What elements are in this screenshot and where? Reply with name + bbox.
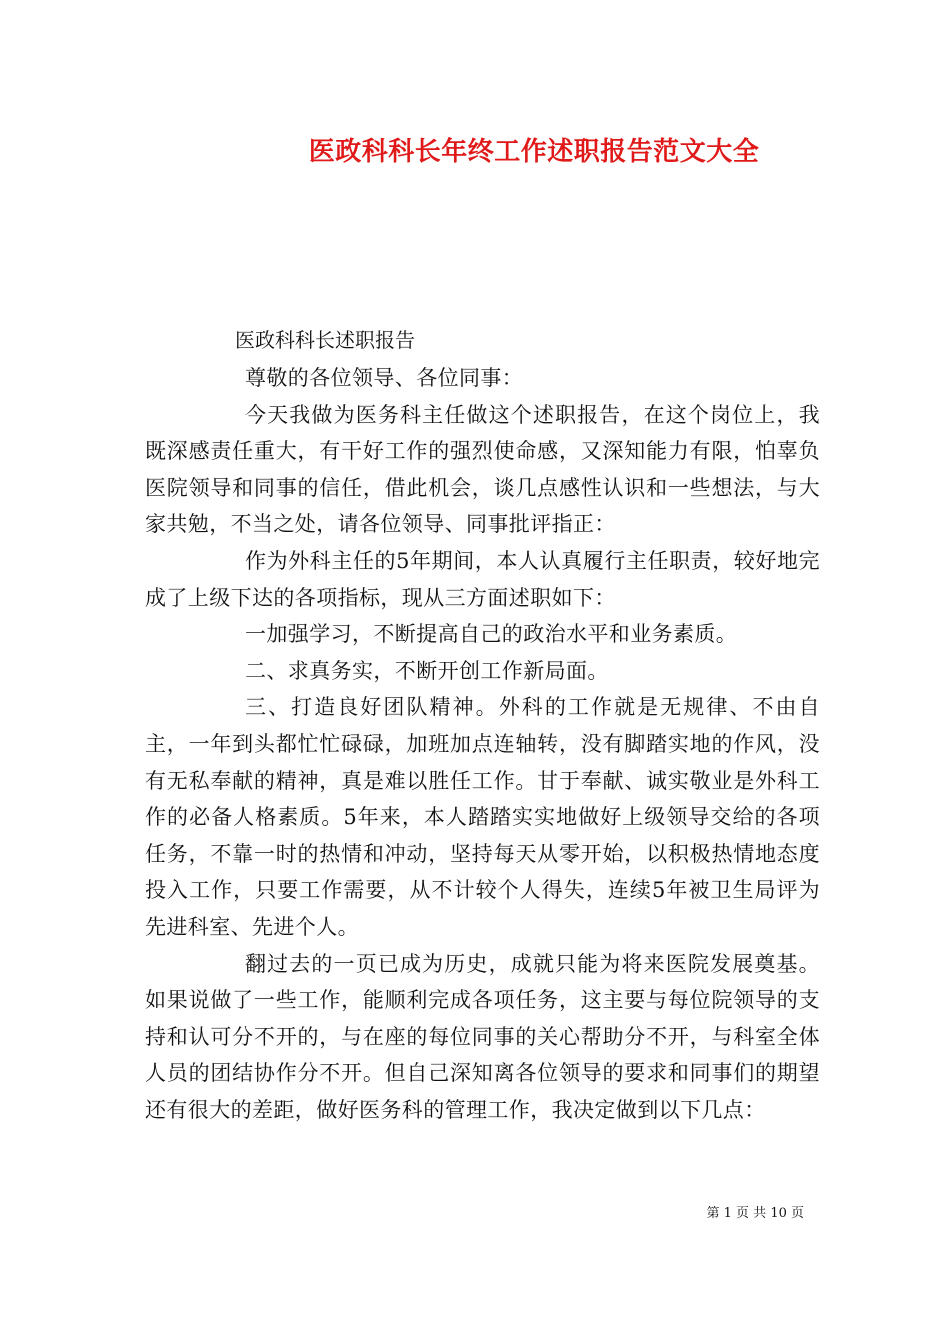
page-number-label: 第 1 页 共 10 页: [706, 1206, 804, 1221]
document-subtitle: 医政科科长述职报告: [235, 328, 415, 352]
point-three-paragraph: 三、打造良好团队精神。外科的工作就是无规律、不由自主，一年到头都忙忙碌碌，加班加点连轴转，没有脚踏实地的作风，没有无私奉献的精神，真是难以胜任工作。甘于奉献、诚实敬业是外科工作的必备人格素质。5年来，本人踏踏实实地做好上级领导交给的各项任务，不靠一时的热情和冲动，坚持每天从零开始，以积极热情地态度投入工作，只要工作需要，从不计较个人得失，连续5年被卫生局评为先进科室、先进个人。: [145, 695, 820, 939]
overview-paragraph: 作为外科主任的5年期间，本人认真履行主任职责，较好地完成了上级下达的各项指标，现从三方面述职如下：: [145, 548, 820, 610]
document-body: [145, 360, 820, 1128]
point-one-paragraph: 一加强学习，不断提高自己的政治水平和业务素质。: [245, 622, 738, 647]
reflection-paragraph: 翻过去的一页已成为历史，成就只能为将来医院发展奠基。如果说做了一些工作，能顺利完成各项任务，这主要与每位院领导的支持和认可分不开的，与在座的每位同事的关心帮助分不开，与科室全体人员的团结协作分不开。但自己深知离各位领导的要求和同事们的期望还有很大的差距，做好医务科的管理工作，我决定做到以下几点：: [145, 951, 820, 1122]
page-footer: [707, 1204, 804, 1224]
salutation-paragraph: 尊敬的各位领导、各位同事：: [245, 366, 524, 390]
intro-paragraph: 今天我做为医务科主任做这个述职报告，在这个岗位上，我既深感责任重大，有干好工作的强烈使命感，又深知能力有限，怕辜负医院领导和同事的信任，借此机会，谈几点感性认识和一些想法，与大家共勉，不当之处，请各位领导、同事批评指正：: [145, 402, 820, 537]
document-title: 医政科科长年终工作述职报告范文大全: [308, 137, 760, 167]
point-two-paragraph: 二、求真务实，不断开创工作新局面。: [245, 658, 609, 683]
